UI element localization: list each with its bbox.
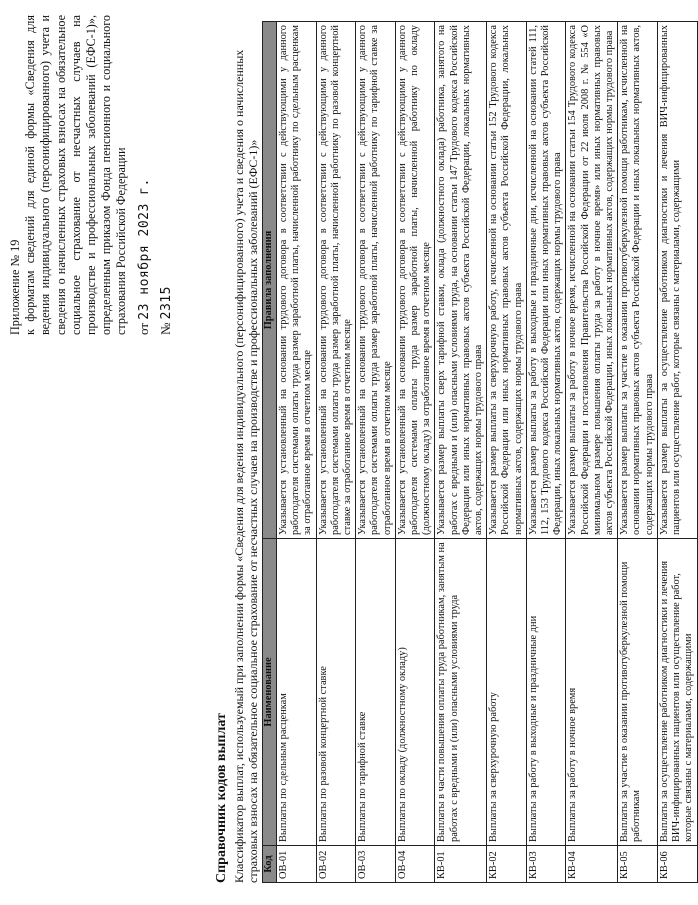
row-rule: Указывается установленный на основании трудового договора в соответствии с действующими у данного работодателя системами оплаты труда размер заработной платы, начисленной работнику по окладу (должностному окладу) за отработанное время в отчетном месяце — [395, 22, 435, 539]
row-name: Выплаты за работу в ночное время — [566, 539, 618, 846]
table-row — [435, 22, 487, 883]
table-row — [618, 22, 658, 883]
table-row — [526, 22, 566, 883]
row-rule: Указывается размер выплаты за участие в оказании противотуберкулезной помощи работникам, исчисленной на основании нормативных правовых актов субъекта Российской Федерации и иных локальных нормативных актов, содержащих нормы трудового права — [618, 22, 658, 539]
payment-codes-table — [262, 21, 698, 883]
row-code: ОВ-01 — [277, 846, 317, 883]
row-rule: Указывается установленный на основании трудового договора в соответствии с действующими у данного работодателя системами оплаты труда размер заработной платы, начисленной работнику по сдельным расценкам за отработанное время в отчетном месяце — [277, 22, 317, 539]
row-rule: Указывается установленный на основании трудового договора в соответствии с действующими у данного работодателя системами оплаты труда размер заработной платы, начисленной работнику по разовой концертной ставке за отработанное время в отчетном месяце — [316, 22, 356, 539]
order-number: 2315 — [158, 286, 174, 320]
order-date: 23 ноября 2023 г. — [136, 178, 152, 320]
table-row — [356, 22, 396, 883]
row-name: Выплаты за работу в выходные и праздничные дни — [526, 539, 566, 846]
row-code: КВ-01 — [435, 846, 487, 883]
column-header-code: Код — [263, 846, 277, 883]
table-header-row — [263, 22, 277, 883]
row-name: Выплаты в части повышения оплаты труда работникам, занятым на работах с вредными и (или) опасными условиями труда — [435, 539, 487, 846]
table-row — [395, 22, 435, 883]
row-code: ОВ-02 — [316, 846, 356, 883]
page-title: Справочник кодов выплат — [214, 713, 229, 883]
classifier-description: Классификатор выплат, используемый при заполнении формы «Сведения для ведения индивидуального (персонифицированного) учета и сведения о начисленных страховых взносах на обязательное социальное страхование от несчастных случаев на производстве и профессиональных заболеваний (ЕФС-1)» — [232, 49, 260, 883]
appendix-text: к форматам сведений для единой формы «Сведения для ведения индивидуального (персонифицированного) учета и сведения о начисленных страховых взносах на обязательное социальное страхование от несчастных случаев на производстве и профессиональных заболеваний (ЕФС-1)», определенным приказом Фонда пенсионного и социального страхования Российской Федерации — [23, 15, 129, 335]
row-code: ОВ-03 — [356, 846, 396, 883]
row-rule: Указывается установленный на основании трудового договора в соответствии с действующими у данного работодателя системами оплаты труда размер заработной платы, начисленной работнику по тарифной ставке за отработанное время в отчетном месяце — [356, 22, 396, 539]
appendix-date-line — [136, 15, 152, 335]
row-name: Выплаты по окладу (должностному окладу) — [395, 539, 435, 846]
row-name: Выплаты за сверхурочную работу — [487, 539, 527, 846]
table-row — [316, 22, 356, 883]
table-row — [566, 22, 618, 883]
row-code: ОВ-04 — [395, 846, 435, 883]
row-code: КВ-06 — [657, 846, 697, 883]
row-name: Выплаты по тарифной ставке — [356, 539, 396, 846]
date-prefix: от — [135, 322, 151, 335]
row-code: КВ-04 — [566, 846, 618, 883]
number-prefix: № — [157, 322, 173, 335]
appendix-title: Приложение № 19 — [8, 239, 22, 335]
table-row — [487, 22, 527, 883]
row-name: Выплаты по разовой концертной ставке — [316, 539, 356, 846]
column-header-name: Наименование — [263, 539, 277, 846]
row-name: Выплаты по сдельным расценкам — [277, 539, 317, 846]
row-rule: Указывается размер выплаты за работу в ночное время, исчисленной на основании статьи 154 Трудового кодекса Российской Федерации и постановления Правительства Российской Федерации от 22 июля 2008 г. № 554 «О минимальном размере повышения оплаты труда за работу в ночное время» или иных нормативных правовых актов субъекта Российской Федерации, иных локальных нормативных актов, содержащих нормы трудового права — [566, 22, 618, 539]
appendix-block — [8, 15, 174, 335]
row-name: Выплаты за осуществление работником диагностики и лечения ВИЧ-инфицированных пациентов или осуществление работ, которые связаны с материалами, содержащими — [657, 539, 697, 846]
table-row — [657, 22, 697, 883]
row-rule: Указывается размер выплаты за сверхурочную работу, исчисленной на основании статьи 152 Трудового кодекса Российской Федерации или иных нормативных правовых актов субъекта Российской Федерации, локальных нормативных актов, содержащих нормы трудового права — [487, 22, 527, 539]
row-code: КВ-03 — [526, 846, 566, 883]
row-rule: Указывается размер выплаты за работу в выходные и праздничные дни, исчисленной на основании статей 111, 112, 153 Трудового кодекса Российской Федерации или иных нормативных правовых актов субъекта Российской Федерации, иных локальных нормативных актов, содержащих нормы трудового права — [526, 22, 566, 539]
row-code: КВ-02 — [487, 846, 527, 883]
row-rule: Указывается размер выплаты за осуществление работником диагностики и лечения ВИЧ-инфицированных пациентов или осуществление работ, которые связаны с материалами, содержащими — [657, 22, 697, 539]
table-row — [277, 22, 317, 883]
row-code: КВ-05 — [618, 846, 658, 883]
row-name: Выплаты за участие в оказании противотуберкулезной помощи работникам — [618, 539, 658, 846]
column-header-rule: Правила заполнения — [263, 22, 277, 539]
appendix-number-line — [158, 15, 174, 335]
row-rule: Указывается размер выплаты сверх тарифной ставки, оклада (должностного оклада) работника, занятого на работах с вредными и (или) опасными условиями труда, на основании статьи 147 Трудового кодекса Российской Федерации или иных нормативных правовых актов субъекта Российской Федерации, локальных нормативных актов, содержащих нормы трудового права — [435, 22, 487, 539]
